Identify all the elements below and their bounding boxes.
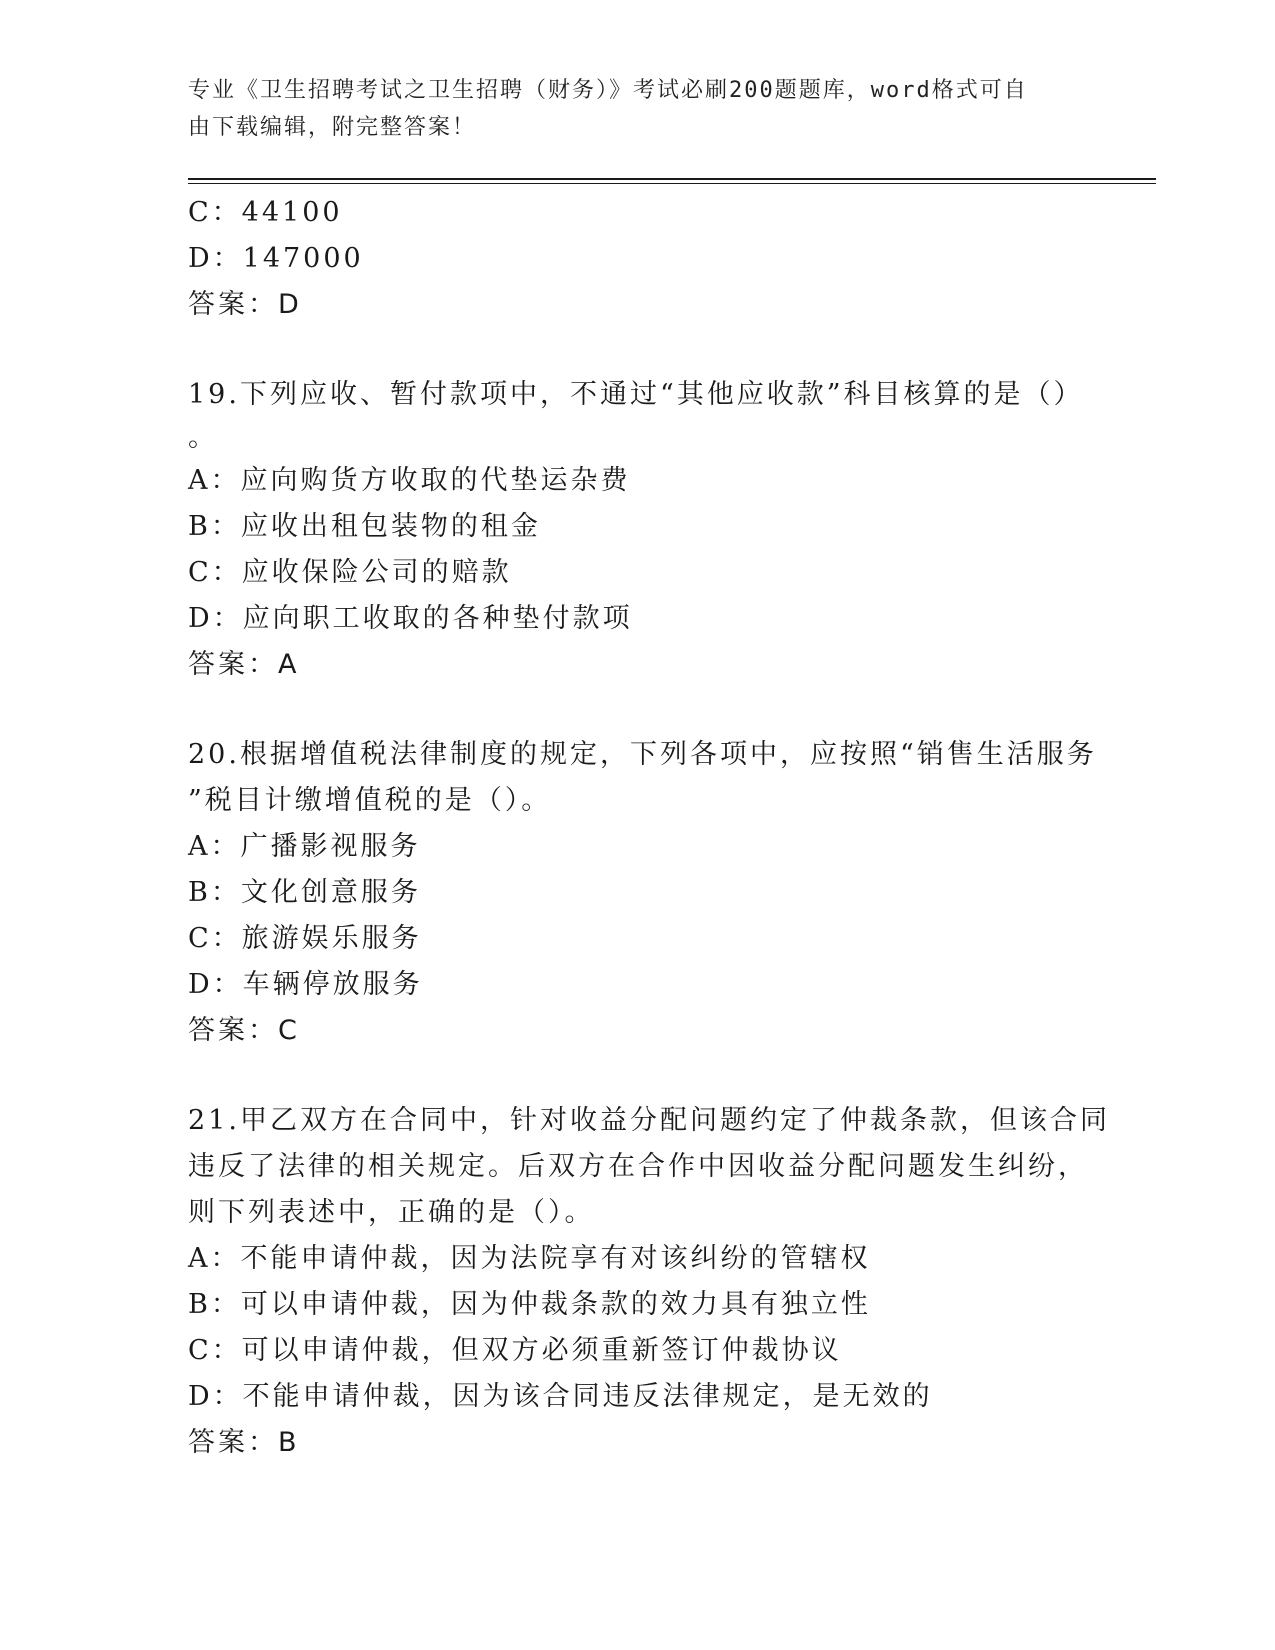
option-b: B：应收出租包装物的租金 — [188, 511, 541, 542]
question-21 — [188, 1098, 1110, 1466]
option-c: C：可以申请仲裁，但双方必须重新签订仲裁协议 — [188, 1335, 842, 1366]
question-spacer — [188, 688, 1088, 732]
document-header — [188, 72, 1088, 146]
question-stem-line: 则下列表述中，正确的是（）。 — [188, 1197, 595, 1228]
question-20 — [188, 732, 1097, 1054]
answer-line: 答案：C — [188, 1015, 300, 1046]
option-a: A：不能申请仲裁，因为法院享有对该纠纷的管辖权 — [188, 1243, 871, 1274]
question-19 — [188, 372, 1088, 688]
option-d: D：不能申请仲裁，因为该合同违反法律规定，是无效的 — [188, 1381, 933, 1412]
option-a: A：应向购货方收取的代垫运杂费 — [188, 465, 631, 496]
question-content — [188, 190, 1110, 1466]
option-d: D：147000 — [188, 243, 364, 274]
answer-line: 答案：B — [188, 1427, 300, 1458]
option-c: C：旅游娱乐服务 — [188, 923, 422, 954]
header-divider-thin — [188, 183, 1156, 184]
option-b: B：可以申请仲裁，因为仲裁条款的效力具有独立性 — [188, 1289, 871, 1320]
option-a: A：广播影视服务 — [188, 831, 421, 862]
option-b: B：文化创意服务 — [188, 877, 421, 908]
answer-line: 答案：D — [188, 289, 302, 320]
question-stem-line: 19.下列应收、暂付款项中，不通过“其他应收款”科目核算的是（） — [188, 379, 1084, 410]
question-stem-line: 。 — [188, 422, 218, 453]
answer-line: 答案：A — [188, 649, 300, 680]
header-divider-thick — [188, 178, 1156, 180]
question-stem-line: 20.根据增值税法律制度的规定，下列各项中，应按照“销售生活服务 — [188, 739, 1097, 770]
question-spacer — [188, 1054, 1088, 1098]
option-d: D：应向职工收取的各种垫付款项 — [188, 603, 633, 634]
question-spacer — [188, 328, 1088, 372]
header-line-1: 专业《卫生招聘考试之卫生招聘（财务）》考试必刷200题题库，word格式可自 — [188, 78, 1028, 103]
question-stem-line: 21.甲乙双方在合同中，针对收益分配问题约定了仲裁条款，但该合同 — [188, 1105, 1110, 1136]
previous-question — [188, 190, 1088, 328]
option-c: C：44100 — [188, 197, 343, 228]
question-stem-line: ”税目计缴增值税的是（）。 — [188, 785, 552, 816]
header-line-2: 由下载编辑，附完整答案！ — [188, 115, 477, 140]
question-stem-line: 违反了法律的相关规定。后双方在合作中因收益分配问题发生纠纷， — [188, 1151, 1088, 1182]
option-c: C：应收保险公司的赔款 — [188, 557, 512, 588]
option-d: D：车辆停放服务 — [188, 969, 423, 1000]
